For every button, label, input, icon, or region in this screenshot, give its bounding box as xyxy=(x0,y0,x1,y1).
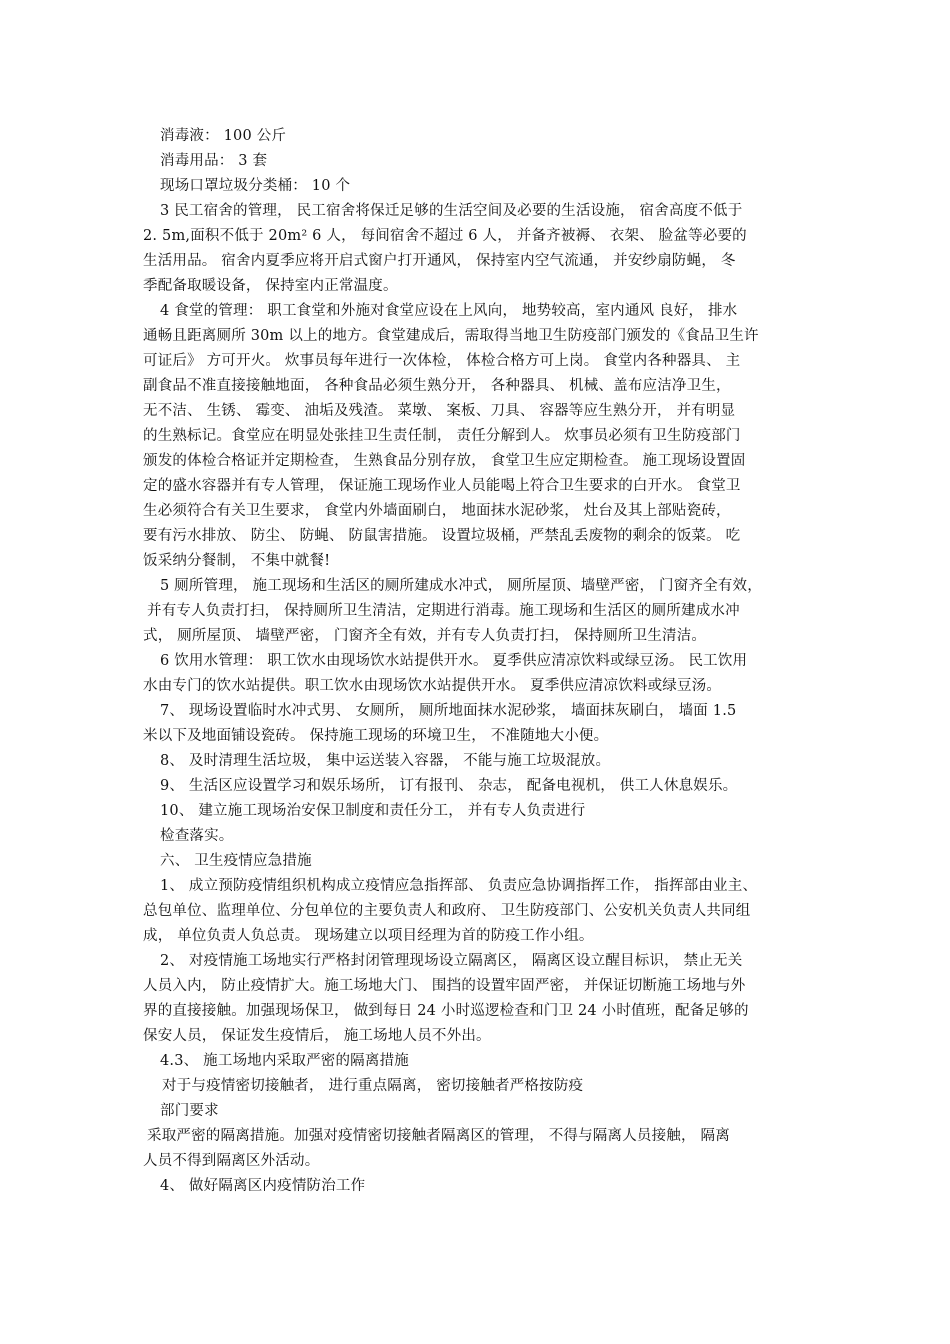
text-line: 1、 成立预防疫情组织机构成立疫情应急指挥部、 负责应急协调指挥工作， 指挥部由业主、 xyxy=(160,878,758,894)
text-line: 检查落实。 xyxy=(160,828,234,844)
text-line: 水由专门的饮水站提供。职工饮水由现场饮水站提供开水。 夏季供应清凉饮料或绿豆汤。 xyxy=(143,678,722,694)
text-line: 5 厕所管理， 施工现场和生活区的厕所建成水冲式， 厕所屋顶、墙壁严密， 门窗齐全有效， xyxy=(160,578,762,594)
text-line: 10、 建立施工现场治安保卫制度和责任分工， 并有专人负责进行 xyxy=(160,803,586,819)
text-line: 并有专人负责打扫， 保持厕所卫生清洁，定期进行消毒。施工现场和生活区的厕所建成水冲 xyxy=(147,603,740,619)
text-line: 4 食堂的管理： 职工食堂和外施对食堂应设在上风向， 地势较高，室内通风 良好， 排水 xyxy=(160,303,738,319)
text-line: 人员入内， 防止疫情扩大。施工场地大门、 围挡的设置牢固严密， 并保证切断施工场地与外 xyxy=(143,978,746,994)
text-line: 生必须符合有关卫生要求， 食堂内外墙面刷白， 地面抹水泥砂浆， 灶台及其上部贴瓷砖， xyxy=(143,503,731,519)
text-line: 采取严密的隔离措施。加强对疫情密切接触者隔离区的管理， 不得与隔离人员接触， 隔离 xyxy=(147,1128,730,1144)
text-line: 通畅且距离厕所 30m 以上的地方。食堂建成后，需取得当地卫生防疫部门颁发的《食品卫生许 xyxy=(143,328,759,344)
text-line: 副食品不准直接接触地面， 各种食品必须生熟分开， 各种器具、 机械、盖布应洁净卫生， xyxy=(143,378,731,394)
section-heading: 六、 卫生疫情应急措施 xyxy=(160,853,312,869)
text-line: 9、 生活区应设置学习和娱乐场所， 订有报刊、 杂志， 配备电视机， 供工人休息娱乐。 xyxy=(160,778,738,794)
text-line: 生活用品。 宿舍内夏季应将开启式窗户打开通风， 保持室内空气流通， 并安纱扇防蝇， 冬 xyxy=(143,253,736,269)
text-line: 消毒液： 100 公斤 xyxy=(160,128,287,144)
text-line: 6 饮用水管理： 职工饮水由现场饮水站提供开水。 夏季供应清凉饮料或绿豆汤。 民工饮用 xyxy=(160,653,748,669)
text-line: 定的盛水容器并有专人管理， 保证施工现场作业人员能喝上符合卫生要求的白开水。 食堂卫 xyxy=(143,478,741,494)
text-line: 7、 现场设置临时水冲式男、 女厕所， 厕所地面抹水泥砂浆， 墙面抹灰刷白， 墙面 1.5 xyxy=(160,703,737,719)
text-line: 部门要求 xyxy=(160,1103,219,1119)
text-line: 2. 5m,面积不低于 20m² 6 人， 每间宿舍不超过 6 人， 并备齐被褥、 衣架、 脸盆等必要的 xyxy=(143,228,747,244)
text-line: 颁发的体检合格证并定期检查， 生熟食品分别存放， 食堂卫生应定期检查。 施工现场设置固 xyxy=(143,453,746,469)
text-line: 2、 对疫情施工场地实行严格封闭管理现场设立隔离区， 隔离区设立醒目标识， 禁止无关 xyxy=(160,953,743,969)
text-line: 3 民工宿舍的管理， 民工宿舍将保迁足够的生活空间及必要的生活设施， 宿舍高度不低于 xyxy=(160,203,743,219)
text-line: 现场口罩垃圾分类桶： 10 个 xyxy=(160,178,351,194)
text-line: 总包单位、监理单位、分包单位的主要负责人和政府、 卫生防疫部门、公安机关负责人共同组 xyxy=(143,903,751,919)
text-line: 要有污水排放、 防尘、 防蝇、 防鼠害措施。 设置垃圾桶，严禁乱丢废物的剩余的饭菜。 吃 xyxy=(143,528,741,544)
subsection-heading: 4.3、 施工场地内采取严密的隔离措施 xyxy=(160,1053,409,1069)
text-line: 保安人员， 保证发生疫情后， 施工场地人员不外出。 xyxy=(143,1028,491,1044)
text-line: 式， 厕所屋顶、 墙壁严密， 门窗齐全有效，并有专人负责打扫， 保持厕所卫生清洁。 xyxy=(143,628,707,644)
text-line: 消毒用品： 3 套 xyxy=(160,153,268,169)
text-line: 可证后》 方可开火。 炊事员每年进行一次体检， 体检合格方可上岗。 食堂内各种器具、 主 xyxy=(143,353,741,369)
text-line: 界的直接接触。加强现场保卫， 做到每日 24 小时巡逻检查和门卫 24 小时值班，配备足够的 xyxy=(143,1003,749,1019)
text-line: 无不洁、 生锈、 霉变、 油垢及残渣。 菜墩、 案板、刀具、 容器等应生熟分开， 并有明显 xyxy=(143,403,736,419)
text-line: 成， 单位负责人负总责。 现场建立以项目经理为首的防疫工作小组。 xyxy=(143,928,594,944)
text-line: 米以下及地面铺设瓷砖。 保持施工现场的环境卫生， 不准随地大小便。 xyxy=(143,728,609,744)
text-line: 季配备取暖设备， 保持室内正常温度。 xyxy=(143,278,398,294)
text-line: 人员不得到隔离区外活动。 xyxy=(143,1153,320,1169)
text-line: 对于与疫情密切接触者， 进行重点隔离， 密切接触者严格按防疫 xyxy=(162,1078,584,1094)
text-line: 8、 及时清理生活垃圾， 集中运送装入容器， 不能与施工垃圾混放。 xyxy=(160,753,611,769)
text-line: 4、 做好隔离区内疫情防治工作 xyxy=(160,1178,366,1194)
text-line: 的生熟标记。食堂应在明显处张挂卫生责任制， 责任分解到人。 炊事员必须有卫生防疫部门 xyxy=(143,428,741,444)
text-line: 饭采纳分餐制， 不集中就餐! xyxy=(143,553,331,569)
